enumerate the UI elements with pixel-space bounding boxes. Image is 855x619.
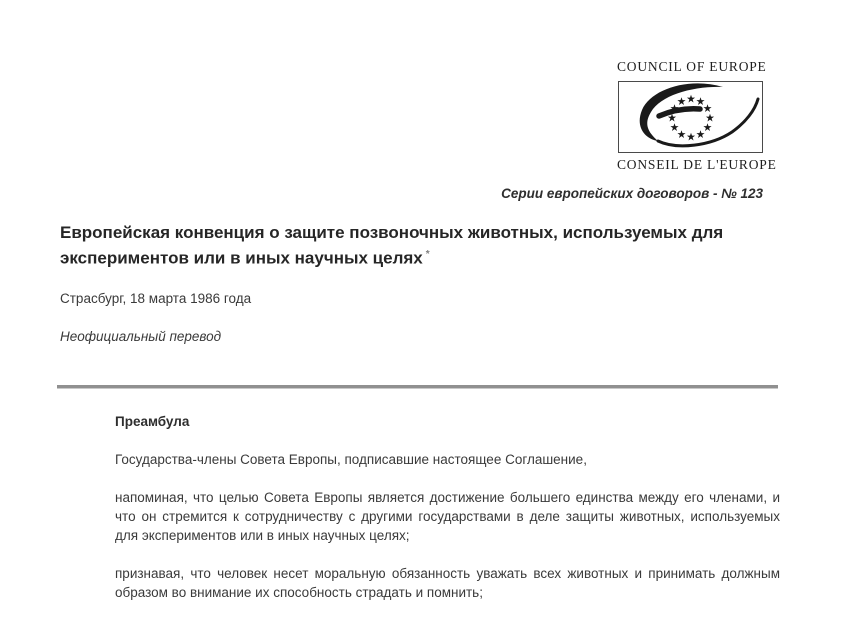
document-title-text: Европейская конвенция о защите позвоночных животных, используемых для экспериментов или в иных научных целях — [60, 223, 724, 268]
treaty-series-line: Серии европейских договоров - № 123 — [501, 186, 763, 201]
preamble-heading: Преамбула — [115, 414, 190, 429]
logo-title-french: CONSEIL DE L'EUROPE — [617, 157, 777, 172]
translation-note: Неофициальный перевод — [60, 329, 222, 344]
council-of-europe-logo — [617, 59, 777, 172]
horizontal-rule — [57, 385, 778, 389]
document-body — [115, 412, 780, 619]
place-date-line: Страсбург, 18 марта 1986 года — [60, 291, 252, 306]
twelve-stars-circle — [668, 95, 714, 141]
council-of-europe-emblem-icon — [619, 82, 762, 152]
preamble-paragraph: напоминая, что целью Совета Европы является достижение большего единства между его членами, и что он стремится к сотрудничеству с другими государствами в деле защиты животных, используемых для экспериментов или в иных научных целях; — [115, 490, 780, 543]
footnote-asterisk: * — [425, 249, 430, 260]
logo-title-english: COUNCIL OF EUROPE — [617, 59, 767, 74]
logo-emblem-box — [618, 81, 763, 153]
preamble-paragraph: Государства-члены Совета Европы, подписавшие настоящее Соглашение, — [115, 452, 587, 467]
preamble-paragraph: признавая, что человек несет моральную обязанность уважать всех животных и принимать должным образом во внимание их способность страдать и помнить; — [115, 566, 780, 600]
document-title — [60, 222, 784, 270]
